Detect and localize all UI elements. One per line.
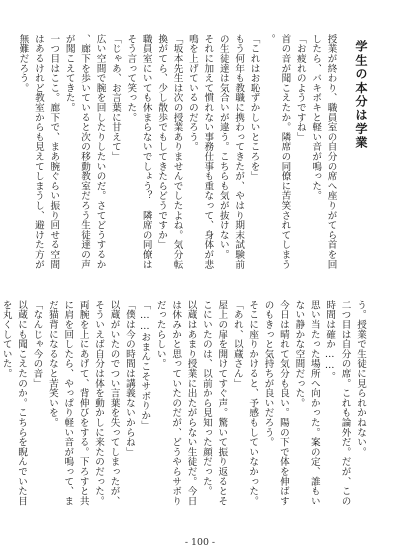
paragraph: 「なんじゃ今の音」 — [31, 300, 43, 389]
paragraph: 「あれ、以蔵さん」 — [231, 300, 243, 389]
lower-text-block — [0, 300, 368, 514]
paragraph: 授業が終わり、職員室の自分の席へ座りがてら首を回したら、バキボキと軽い音が鳴った。 — [310, 34, 337, 270]
paragraph: 「お疲れのようですね」 — [294, 34, 306, 142]
paragraph: もう何年も教職に携わってきたが、やはり期末試験前の生徒達は気合いが違う。こちらも気が抜けない。 — [217, 34, 245, 270]
paragraph: 以蔵がいたのでつい言葉を失ってしまったが、そういえば自分は体を動かしに来たのだった。 — [93, 300, 120, 506]
paragraph: 「坂本先生は次の授業ありませんでしたよね。気分転換がてら、少し散歩でもしてきたらどうですか」 — [156, 34, 183, 270]
paragraph: 二つ目は自分の席。これも論外だ。だが、この時間は確か……。 — [324, 300, 351, 506]
paragraph: 職員室にいても休まらないでしょう？ 隣席の同僚はそう言って笑った。 — [125, 34, 152, 270]
paragraph: 首の音が聞こえたか。隣席の同僚に苦笑されてしまう。 — [263, 34, 291, 270]
paragraph: 以蔵にも聞こえたのか。こちらを睨んでいた目を丸くしていた。 — [0, 300, 28, 506]
paragraph: 以蔵はあまり授業に出たがらない生徒だ。今日は休みかと思っていたのだが、どうやらサボりだったらしい。 — [154, 300, 197, 506]
paragraph: そこに座りかけると、予感もしていなかった。 — [247, 300, 259, 506]
paragraph: 「僕は今の時間は講義ないからね」 — [123, 300, 135, 457]
paragraph: 「……おまんこそサボりか」 — [139, 300, 151, 431]
paragraph: 両腕を上にあげて、背伸びをする。下ろすと共に肩を回したら、やっぱり軽い音が鳴って、まだ猫背になるなと苦笑いを。 — [46, 300, 89, 506]
paragraph: 屋上の扉を開けてすぐ声。驚いて振り返るとそこにいたのは、以前から見知った顔だった。 — [200, 300, 228, 506]
paragraph: 「これはお恥ずかしいところを」 — [248, 34, 260, 181]
upper-text-block — [17, 34, 368, 274]
paragraph: 「じゃあ、お言葉に甘えて」 — [109, 34, 121, 162]
paragraph: それに加えて慣れない事務仕事も重なって、身体が悲鳴を上げているのだろう。 — [186, 34, 214, 270]
paragraph: 広い空間で腕を回したりしたいのだ。さてどうするか、廊下を歩いていると次の移動教室だろう生徒達の声が聞こえてきた。 — [63, 34, 106, 270]
paragraph: う。授業で生徒に見られかねない。 — [355, 300, 366, 457]
page-number: - 100 - — [184, 537, 216, 548]
paragraph: 今日は晴れて気分も良い。陽の下で体を伸ばすのもきっと気持ちが良いだろう。 — [262, 300, 289, 506]
paragraph: 一つ目はここ。廊下で、まあ腕ぐらい振り回せる空間はあるけれど教室からも見えてしまうし、避けた方が無難だろう。 — [17, 34, 60, 270]
section-title: 学生の本分は学業 — [354, 40, 368, 150]
paragraph: 思い当たった場所へ向かった。案の定、誰もいない静かな空間だった。 — [293, 300, 320, 506]
